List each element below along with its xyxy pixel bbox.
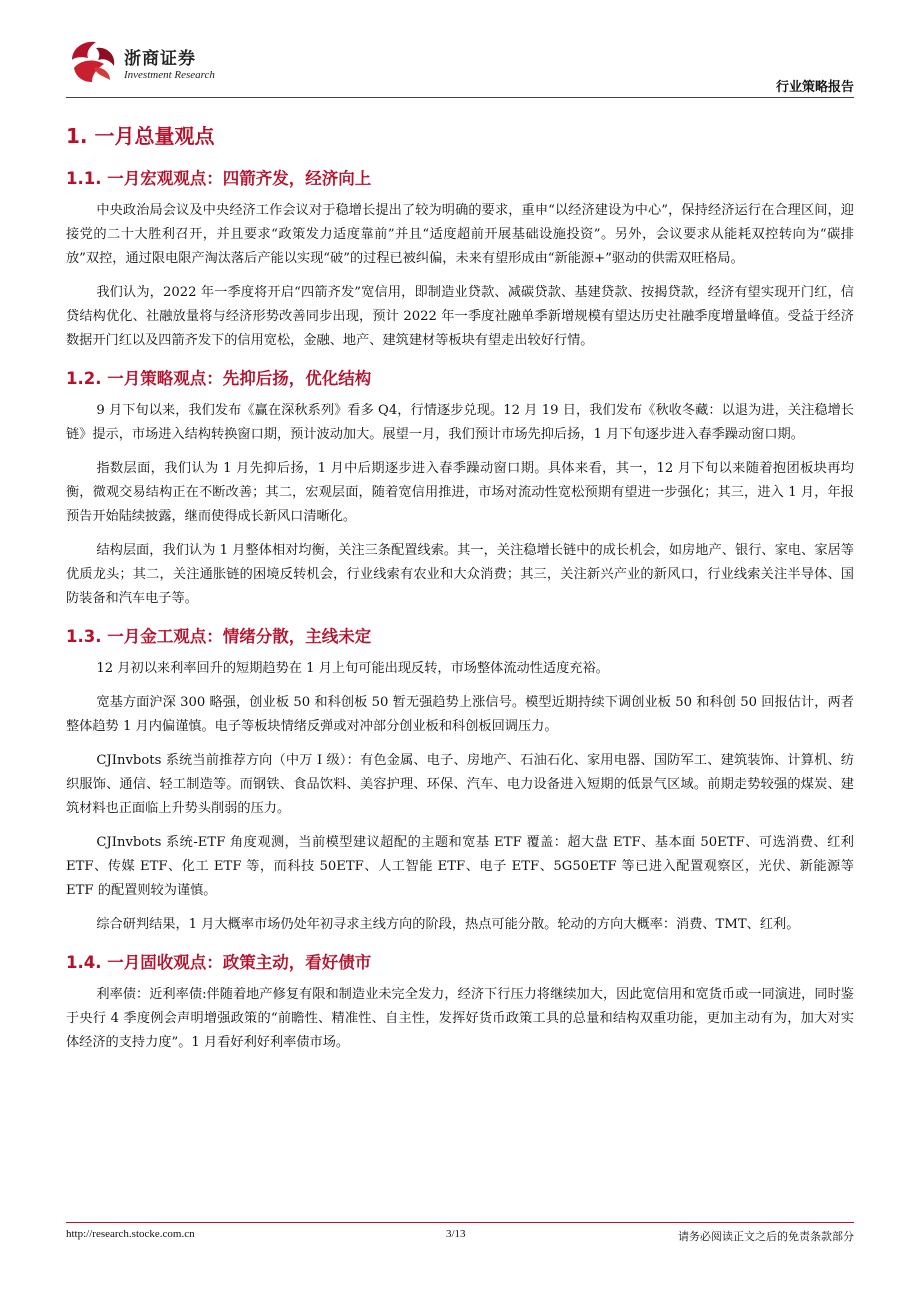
brand-name: 浙商证券 [124, 49, 196, 69]
stocke-logo-icon [66, 38, 120, 88]
paragraph: 我们认为，2022 年一季度将开启“四箭齐发”宽信用，即制造业贷款、减碳贷款、基建贷款、按揭贷款，经济有望实现开门红，信贷结构优化、社融放量将与经济形势改善同步出现，预计 2022 年一季度社融单季新增规模有望达历史社融季度增量峰值。受益于经济数据开门红以及四箭齐发下的信用宽松，金融、地产、建筑建材等板块有望走出较好行情。 [66, 285, 854, 348]
paragraph: 宽基方面沪深 300 略强，创业板 50 和科创板 50 暂无强趋势上涨信号。模型近期持续下调创业板 50 和科创 50 回报估计，两者整体趋势 1 月内偏谨慎。电子等板块情绪反弹或对冲部分创业板和科创板回调压力。 [66, 695, 854, 734]
footer-divider [66, 1222, 854, 1223]
paragraph: 利率债：近利率债:伴随着地产修复有限和制造业未完全发力，经济下行压力将继续加大，因此宽信用和宽货币或一同演进，同时鉴于央行 4 季度例会声明增强政策的“前瞻性、精准性、自主性，发挥好货币政策工具的总量和结构双重功能，更加主动有为，加大对实体经济的支持力度”。1 月看好利好利率债市场。 [66, 987, 854, 1050]
footer-url-link[interactable]: http://research.stocke.com.cn [66, 1228, 195, 1240]
paragraph: 12 月初以来利率回升的短期趋势在 1 月上旬可能出现反转，市场整体流动性适度充裕。 [96, 661, 609, 676]
paragraph: 指数层面，我们认为 1 月先抑后扬，1 月中后期逐步进入春季躁动窗口期。具体来看，其一，12 月下旬以来随着抱团板块再均衡，微观交易结构正在不断改善；其二，宏观层面，随着宽信用推进，市场对流动性宽松预期有望进一步强化；其三，进入 1 月，年报预告开始陆续披露，继而使得成长新风口清晰化。 [66, 461, 854, 524]
header-divider [66, 97, 854, 98]
footer-disclaimer: 请务必阅读正文之后的免责条款部分 [678, 1230, 854, 1243]
brand-subtitle: Investment Research [124, 69, 215, 81]
document-body [66, 112, 854, 1065]
section-1-4-title: 1.4. 一月固收观点：政策主动，看好债市 [66, 953, 372, 972]
report-type: 行业策略报告 [775, 80, 854, 95]
section-1-title: 1. 一月总量观点 [66, 124, 215, 148]
paragraph: 9 月下旬以来，我们发布《赢在深秋系列》看多 Q4，行情逐步兑现。12 月 19 日，我们发布《秋收冬藏：以退为进，关注稳增长链》提示，市场进入结构转换窗口期，预计波动加大。展望一月，我们预计市场先抑后扬，1 月下旬逐步进入春季躁动窗口期。 [66, 403, 854, 442]
page-footer [66, 1228, 854, 1248]
paragraph: 综合研判结果，1 月大概率市场仍处年初寻求主线方向的阶段，热点可能分散。轮动的方向大概率：消费、TMT、红利。 [96, 917, 800, 932]
section-1-3-title: 1.3. 一月金工观点：情绪分散，主线未定 [66, 627, 372, 646]
paragraph: CJInvbots 系统-ETF 角度观测，当前模型建议超配的主题和宽基 ETF 覆盖：超大盘 ETF、基本面 50ETF、可选消费、红利 ETF、传媒 ETF、化工 ETF 等，而科技 50ETF、人工智能 ETF、电子 ETF、5G50ETF 等已进入配置观察区，光伏、新能源等 ETF 的配置则较为谨慎。 [66, 835, 854, 898]
page-header [66, 38, 854, 96]
paragraph: 中央政治局会议及中央经济工作会议对于稳增长提出了较为明确的要求，重申“以经济建设为中心”，保持经济运行在合理区间，迎接党的二十大胜利召开，并且要求“政策发力适度靠前”并且“适度超前开展基础设施投资”。另外，会议要求从能耗双控转向为“碳排放”双控，通过限电限产淘汰落后产能以实现“破”的过程已被纠偏，未来有望形成由“新能源+”驱动的供需双旺格局。 [66, 203, 854, 266]
paragraph: CJInvbots 系统当前推荐方向（中万 I 级）：有色金属、电子、房地产、石油石化、家用电器、国防军工、建筑装饰、计算机、纺织服饰、通信、轻工制造等。而钢铁、食品饮料、美容护理、环保、汽车、电力设备进入短期的低景气区域。前期走势较强的煤炭、建筑材料也正面临上升势头削弱的压力。 [66, 753, 854, 816]
paragraph: 结构层面，我们认为 1 月整体相对均衡，关注三条配置线索。其一，关注稳增长链中的成长机会，如房地产、银行、家电、家居等优质龙头；其二，关注通胀链的困境反转机会，行业线索有农业和大众消费；其三，关注新兴产业的新风口，行业线索关注半导体、国防装备和汽车电子等。 [66, 543, 854, 606]
section-1-1-title: 1.1. 一月宏观观点：四箭齐发，经济向上 [66, 169, 372, 188]
page-number: 3/13 [446, 1228, 466, 1240]
section-1-2-title: 1.2. 一月策略观点：先抑后扬，优化结构 [66, 369, 372, 388]
